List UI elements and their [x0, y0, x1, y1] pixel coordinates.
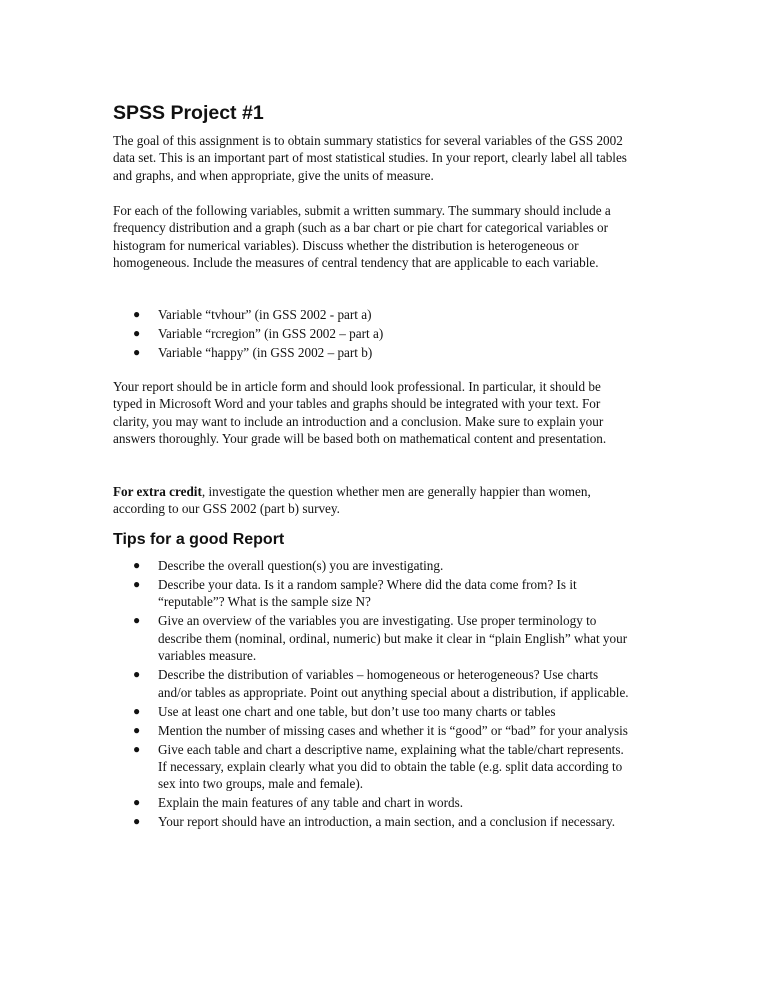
- intro-paragraph: The goal of this assignment is to obtain summary statistics for several variables of the GSS 2002 data set. This is an important part of most statistical studies. In your report, clearly label all tables and graphs, and when appropriate, give the units of measure.: [113, 133, 627, 183]
- list-item-text: Give each table and chart a descriptive name, explaining what the table/chart represents. If necessary, explain clearly what you did to obtain the table (e.g. split data according to sex into two groups, male and female).: [158, 741, 624, 792]
- bullet-icon: ●: [133, 345, 141, 359]
- list-item: [113, 325, 633, 342]
- tips-heading: Tips for a good Report: [113, 531, 285, 548]
- bullet-icon: ●: [133, 558, 141, 572]
- variables-paragraph: For each of the following variables, submit a written summary. The summary should include a frequency distribution and a graph (such as a bar chart or pie chart for categorical variables or histogram for numerical variables). Discuss whether the distribution is heterogeneous or homogeneous. Include the measures of central tendency that are applicable to each variable.: [113, 203, 611, 271]
- bullet-icon: ●: [133, 326, 141, 340]
- list-item: [113, 612, 633, 664]
- list-item-text: Use at least one chart and one table, but don’t use too many charts or tables: [158, 703, 556, 719]
- bullet-icon: ●: [133, 577, 141, 591]
- list-item: [113, 703, 633, 720]
- list-item-text: Variable “rcregion” (in GSS 2002 – part a): [158, 326, 384, 341]
- bullet-icon: ●: [133, 741, 141, 756]
- list-item: [113, 576, 633, 611]
- variables-list: [113, 306, 633, 363]
- list-item-text: Describe your data. Is it a random sample? Where did the data come from? Is it “reputable”? What is the sample size N?: [158, 577, 577, 610]
- list-item-text: Variable “happy” (in GSS 2002 – part b): [158, 345, 373, 360]
- list-item-text: Explain the main features of any table and chart in words.: [158, 795, 464, 811]
- list-item-text: Describe the distribution of variables – homogeneous or heterogeneous? Use charts and/or tables as appropriate. Point out anything special about a distribution, if applicable.: [158, 667, 629, 700]
- list-item-text: Variable “tvhour” (in GSS 2002 - part a): [158, 307, 372, 322]
- list-item: [113, 741, 633, 793]
- extra-credit-label: For extra credit: [113, 484, 202, 499]
- extra-credit-text: , investigate the question whether men are generally happier than women, according to our GSS 2002 (part b) survey.: [113, 484, 591, 517]
- list-item: [113, 794, 633, 811]
- bullet-icon: ●: [133, 613, 141, 628]
- list-item-text: Describe the overall question(s) you are investigating.: [158, 558, 444, 573]
- bullet-icon: ●: [133, 667, 141, 682]
- document-title: SPSS Project #1: [113, 102, 264, 124]
- list-item: [113, 813, 633, 830]
- list-item-text: Give an overview of the variables you are investigating. Use proper terminology to describe them (nominal, ordinal, numeric) but make it clear in “plain English” what your variables measure.: [158, 613, 628, 664]
- bullet-icon: ●: [133, 795, 141, 810]
- list-item-text: Mention the number of missing cases and whether it is “good” or “bad” for your analysis: [158, 722, 628, 738]
- list-item: [113, 666, 633, 701]
- bullet-icon: ●: [133, 814, 141, 829]
- bullet-icon: ●: [133, 307, 141, 321]
- bullet-icon: ●: [133, 703, 141, 718]
- list-item: [113, 306, 633, 323]
- report-paragraph: Your report should be in article form and should look professional. In particular, it should be typed in Microsoft Word and your tables and graphs should be integrated with your text. For clarity, you may want to include an introduction and a conclusion. Make sure to explain your answers thoroughly. Your grade will be based both on mathematical content and presentation.: [113, 379, 607, 447]
- bullet-icon: ●: [133, 722, 141, 737]
- list-item-text: Your report should have an introduction, a main section, and a conclusion if necessary.: [158, 814, 616, 830]
- list-item: [113, 344, 633, 361]
- tips-list: [113, 557, 633, 832]
- extra-credit-paragraph: [113, 483, 633, 518]
- list-item: [113, 557, 633, 574]
- list-item: [113, 722, 633, 739]
